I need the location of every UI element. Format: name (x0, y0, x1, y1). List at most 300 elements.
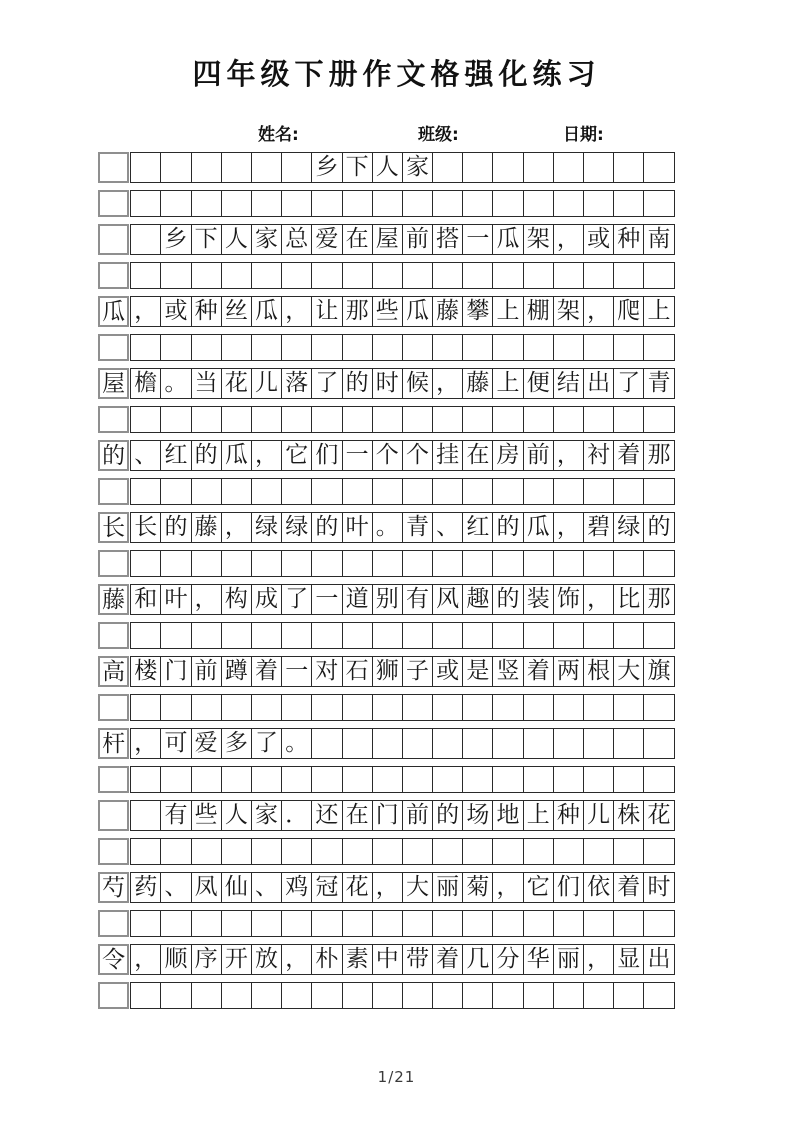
grid-cell: 大 (402, 872, 433, 903)
grid-margin-cell (98, 982, 129, 1009)
grid-cell (583, 334, 614, 361)
grid-cell: 下 (342, 152, 373, 183)
grid-cell (342, 694, 373, 721)
grid-blank-row (98, 478, 675, 505)
grid-margin-cell (98, 622, 129, 649)
grid-cell: 下 (191, 224, 222, 255)
grid-cell (432, 622, 463, 649)
grid-cell (160, 334, 191, 361)
grid-cell: 门 (372, 800, 403, 831)
grid-cell: 成 (251, 584, 282, 615)
grid-cell: 门 (160, 656, 191, 687)
grid-cell (643, 190, 674, 217)
grid-cell: 那 (643, 440, 674, 471)
grid-cell (372, 406, 403, 433)
grid-cell (221, 478, 252, 505)
grid-cell: 南 (643, 224, 674, 255)
grid-cell (311, 694, 342, 721)
grid-text-row (98, 800, 675, 831)
grid-cell: 们 (553, 872, 584, 903)
grid-cell: ， (191, 584, 222, 615)
grid-cell (402, 550, 433, 577)
grid-cell: 凤 (191, 872, 222, 903)
grid-cell (523, 152, 554, 183)
grid-cell: 乡 (311, 152, 342, 183)
grid-cell (281, 262, 312, 289)
grid-cell: ， (492, 872, 523, 903)
grid-cell (492, 766, 523, 793)
grid-cell: 爬 (613, 296, 644, 327)
grid-cell: 瓜 (402, 296, 433, 327)
grid-cell (553, 406, 584, 433)
grid-cell (372, 190, 403, 217)
grid-cell (583, 406, 614, 433)
grid-cell (130, 910, 161, 937)
grid-cell: 多 (221, 728, 252, 759)
grid-cell: 构 (221, 584, 252, 615)
grid-cell (251, 694, 282, 721)
grid-text-row (98, 440, 675, 471)
grid-cell (281, 838, 312, 865)
grid-cell (311, 190, 342, 217)
grid-cell (191, 152, 222, 183)
grid-cell (130, 190, 161, 217)
grid-cell (130, 766, 161, 793)
grid-cell (583, 262, 614, 289)
grid-cell (643, 478, 674, 505)
grid-cell (523, 622, 554, 649)
grid-cell: 放 (251, 944, 282, 975)
grid-cell (130, 694, 161, 721)
grid-cell: 它 (281, 440, 312, 471)
grid-cell: 了 (251, 728, 282, 759)
grid-text-row (98, 152, 675, 183)
grid-cell (553, 550, 584, 577)
grid-cell: 或 (583, 224, 614, 255)
grid-cell (311, 334, 342, 361)
grid-cell (281, 622, 312, 649)
grid-cell (432, 550, 463, 577)
grid-cell (251, 334, 282, 361)
grid-cell (643, 406, 674, 433)
grid-cell: 对 (311, 656, 342, 687)
grid-cell (492, 334, 523, 361)
grid-cell: 绿 (613, 512, 644, 543)
grid-cell: 候 (402, 368, 433, 399)
grid-cell (583, 694, 614, 721)
grid-cell: 依 (583, 872, 614, 903)
grid-cell (311, 766, 342, 793)
grid-cell (462, 766, 493, 793)
grid-margin-cell (98, 262, 129, 289)
grid-cell (372, 766, 403, 793)
grid-cell (342, 728, 373, 759)
grid-cell: 瓜 (251, 296, 282, 327)
grid-cell: 那 (342, 296, 373, 327)
grid-cell (372, 982, 403, 1009)
grid-cell: 的 (342, 368, 373, 399)
grid-cell (372, 838, 403, 865)
grid-cell: 狮 (372, 656, 403, 687)
grid-cell (462, 406, 493, 433)
grid-cell (553, 622, 584, 649)
grid-cell: 或 (160, 296, 191, 327)
grid-cell: 上 (643, 296, 674, 327)
grid-cell: 当 (191, 368, 222, 399)
grid-cell (613, 334, 644, 361)
grid-cell (221, 550, 252, 577)
grid-cell: 石 (342, 656, 373, 687)
grid-cell (130, 838, 161, 865)
grid-cell: 儿 (583, 800, 614, 831)
date-field-label: 日期: (563, 125, 604, 145)
grid-cell: ， (251, 440, 282, 471)
grid-cell (311, 478, 342, 505)
grid-cell (311, 406, 342, 433)
grid-cell (372, 334, 403, 361)
grid-cell (553, 838, 584, 865)
grid-cell: 人 (372, 152, 403, 183)
grid-cell (402, 622, 433, 649)
grid-cell (583, 622, 614, 649)
grid-cell: 了 (613, 368, 644, 399)
grid-cell: 趣 (462, 584, 493, 615)
grid-cell (130, 550, 161, 577)
grid-cell (372, 728, 403, 759)
grid-cell (462, 622, 493, 649)
grid-cell (191, 838, 222, 865)
grid-cell: ， (583, 296, 614, 327)
grid-cell (643, 838, 674, 865)
grid-cell: 竖 (492, 656, 523, 687)
grid-cell (492, 622, 523, 649)
grid-cell: 素 (342, 944, 373, 975)
grid-cell (553, 910, 584, 937)
grid-cell (311, 910, 342, 937)
grid-cell: 青 (643, 368, 674, 399)
grid-cell: 饰 (553, 584, 584, 615)
grid-cell: 的 (492, 584, 523, 615)
grid-cell: 一 (462, 224, 493, 255)
grid-cell (251, 190, 282, 217)
grid-cell (432, 478, 463, 505)
grid-margin-cell (98, 224, 129, 255)
grid-cell (251, 550, 282, 577)
grid-cell: 分 (492, 944, 523, 975)
grid-cell: 个 (402, 440, 433, 471)
grid-text-row (98, 944, 675, 975)
grid-cell (432, 728, 463, 759)
grid-cell (311, 622, 342, 649)
grid-cell (251, 910, 282, 937)
grid-cell (643, 982, 674, 1009)
grid-margin-cell: 杆 (98, 728, 129, 759)
grid-cell: 株 (613, 800, 644, 831)
grid-cell: 在 (342, 224, 373, 255)
grid-cell: 些 (191, 800, 222, 831)
grid-cell (221, 406, 252, 433)
grid-cell (130, 800, 161, 831)
grid-blank-row (98, 766, 675, 793)
grid-cell: 瓜 (523, 512, 554, 543)
grid-cell (613, 550, 644, 577)
grid-cell: 前 (402, 800, 433, 831)
grid-cell (553, 190, 584, 217)
grid-cell (462, 152, 493, 183)
grid-cell: 绿 (251, 512, 282, 543)
grid-text-row (98, 368, 675, 399)
grid-cell (613, 766, 644, 793)
grid-cell (311, 262, 342, 289)
grid-cell: ， (553, 440, 584, 471)
grid-cell: 让 (311, 296, 342, 327)
grid-cell: 儿 (251, 368, 282, 399)
grid-cell (191, 262, 222, 289)
grid-cell: ， (281, 296, 312, 327)
grid-margin-cell (98, 910, 129, 937)
grid-cell: 有 (160, 800, 191, 831)
grid-cell (523, 766, 554, 793)
grid-cell: 冠 (311, 872, 342, 903)
grid-cell: ， (130, 728, 161, 759)
grid-cell: 。 (281, 728, 312, 759)
info-fields (98, 120, 690, 144)
grid-margin-cell: 瓜 (98, 296, 129, 327)
grid-cell: 棚 (523, 296, 554, 327)
grid-cell: 时 (643, 872, 674, 903)
grid-cell (251, 622, 282, 649)
grid-cell: 着 (613, 440, 644, 471)
grid-cell: 着 (251, 656, 282, 687)
page-title: 四年级下册作文格强化练习 (192, 57, 601, 91)
grid-cell: 檐 (130, 368, 161, 399)
grid-cell (523, 406, 554, 433)
grid-margin-cell (98, 334, 129, 361)
grid-cell: 人 (221, 224, 252, 255)
grid-cell (613, 838, 644, 865)
grid-cell: 朴 (311, 944, 342, 975)
grid-cell: 碧 (583, 512, 614, 543)
grid-cell (492, 982, 523, 1009)
grid-cell (613, 982, 644, 1009)
grid-cell (281, 910, 312, 937)
grid-blank-row (98, 622, 675, 649)
grid-cell (160, 550, 191, 577)
grid-cell: 地 (492, 800, 523, 831)
grid-cell: 有 (402, 584, 433, 615)
grid-cell (281, 152, 312, 183)
grid-cell (432, 334, 463, 361)
grid-cell: 了 (311, 368, 342, 399)
grid-cell (130, 478, 161, 505)
grid-cell (251, 262, 282, 289)
grid-cell (613, 478, 644, 505)
grid-cell (432, 766, 463, 793)
grid-cell (372, 478, 403, 505)
grid-cell (191, 982, 222, 1009)
grid-cell: ， (583, 944, 614, 975)
grid-cell: 绿 (281, 512, 312, 543)
grid-cell (191, 766, 222, 793)
grid-cell (160, 152, 191, 183)
grid-blank-row (98, 334, 675, 361)
grid-cell (613, 622, 644, 649)
grid-cell (191, 406, 222, 433)
grid-cell (221, 766, 252, 793)
grid-cell: 的 (160, 512, 191, 543)
grid-cell: 种 (613, 224, 644, 255)
grid-cell: 爱 (311, 224, 342, 255)
grid-cell: 些 (372, 296, 403, 327)
grid-cell (643, 550, 674, 577)
grid-cell (492, 152, 523, 183)
grid-cell: 、 (130, 440, 161, 471)
grid-cell (221, 694, 252, 721)
grid-cell (643, 728, 674, 759)
grid-cell: 个 (372, 440, 403, 471)
grid-cell: ， (221, 512, 252, 543)
grid-cell: 房 (492, 440, 523, 471)
grid-cell (613, 406, 644, 433)
grid-cell: ， (553, 224, 584, 255)
grid-cell: 衬 (583, 440, 614, 471)
grid-cell (402, 766, 433, 793)
grid-margin-cell (98, 406, 129, 433)
grid-cell: 丝 (221, 296, 252, 327)
grid-cell (251, 982, 282, 1009)
grid-cell (432, 694, 463, 721)
grid-cell (130, 152, 161, 183)
grid-cell: 瓜 (221, 440, 252, 471)
grid-cell (402, 728, 433, 759)
grid-cell (492, 190, 523, 217)
grid-cell: 藤 (432, 296, 463, 327)
grid-cell (492, 728, 523, 759)
grid-cell (342, 838, 373, 865)
grid-cell (583, 838, 614, 865)
grid-cell: 红 (462, 512, 493, 543)
grid-cell: ， (130, 944, 161, 975)
grid-cell (281, 982, 312, 1009)
grid-cell (372, 910, 403, 937)
grid-blank-row (98, 838, 675, 865)
grid-cell (583, 728, 614, 759)
grid-cell: 家 (251, 800, 282, 831)
grid-cell: 药 (130, 872, 161, 903)
grid-cell: 着 (523, 656, 554, 687)
grid-cell: 架 (523, 224, 554, 255)
grid-cell (583, 152, 614, 183)
grid-cell (281, 190, 312, 217)
grid-cell: 和 (130, 584, 161, 615)
grid-cell: 的 (191, 440, 222, 471)
grid-cell (342, 622, 373, 649)
grid-cell: 别 (372, 584, 403, 615)
grid-blank-row (98, 406, 675, 433)
grid-cell (342, 550, 373, 577)
grid-text-row (98, 872, 675, 903)
grid-cell (130, 224, 161, 255)
grid-margin-cell: 藤 (98, 584, 129, 615)
grid-cell: 它 (523, 872, 554, 903)
grid-cell (191, 478, 222, 505)
grid-cell (221, 982, 252, 1009)
grid-cell: 一 (281, 656, 312, 687)
grid-cell (342, 406, 373, 433)
grid-cell (583, 766, 614, 793)
grid-cell (432, 910, 463, 937)
grid-cell (402, 838, 433, 865)
grid-cell: 显 (613, 944, 644, 975)
grid-cell (342, 478, 373, 505)
grid-cell (281, 334, 312, 361)
grid-cell: 比 (613, 584, 644, 615)
grid-cell (643, 910, 674, 937)
grid-cell: 家 (251, 224, 282, 255)
grid-text-row (98, 728, 675, 759)
grid-margin-cell: 长 (98, 512, 129, 543)
grid-cell (432, 262, 463, 289)
grid-cell: 搭 (432, 224, 463, 255)
grid-cell: 菊 (462, 872, 493, 903)
grid-cell (372, 262, 403, 289)
grid-cell (251, 838, 282, 865)
grid-cell (613, 910, 644, 937)
grid-blank-row (98, 190, 675, 217)
grid-cell (281, 550, 312, 577)
grid-cell: ， (281, 944, 312, 975)
grid-blank-row (98, 550, 675, 577)
grid-cell (281, 406, 312, 433)
grid-cell (311, 838, 342, 865)
grid-cell (402, 982, 433, 1009)
grid-cell: 大 (613, 656, 644, 687)
grid-cell: 红 (160, 440, 191, 471)
grid-cell: 爱 (191, 728, 222, 759)
grid-cell (251, 152, 282, 183)
grid-cell: 的 (643, 512, 674, 543)
grid-cell: 风 (432, 584, 463, 615)
grid-blank-row (98, 982, 675, 1009)
grid-cell (583, 550, 614, 577)
grid-cell (160, 406, 191, 433)
grid-cell: 青 (402, 512, 433, 543)
grid-cell: 。 (160, 368, 191, 399)
grid-cell (372, 550, 403, 577)
grid-cell: 两 (553, 656, 584, 687)
grid-cell: 出 (643, 944, 674, 975)
grid-cell: 中 (372, 944, 403, 975)
grid-cell (372, 622, 403, 649)
grid-cell: 还 (311, 800, 342, 831)
grid-cell: 、 (251, 872, 282, 903)
grid-cell: 时 (372, 368, 403, 399)
grid-margin-cell: 的 (98, 440, 129, 471)
grid-cell: 的 (492, 512, 523, 543)
grid-cell (402, 694, 433, 721)
grid-cell (342, 334, 373, 361)
class-field-label: 班级: (418, 125, 459, 145)
grid-cell (553, 766, 584, 793)
grid-cell (160, 838, 191, 865)
grid-cell (492, 838, 523, 865)
grid-cell (402, 478, 433, 505)
grid-cell (523, 478, 554, 505)
grid-cell: 架 (553, 296, 584, 327)
grid-blank-row (98, 694, 675, 721)
grid-cell: 乡 (160, 224, 191, 255)
grid-cell: 可 (160, 728, 191, 759)
